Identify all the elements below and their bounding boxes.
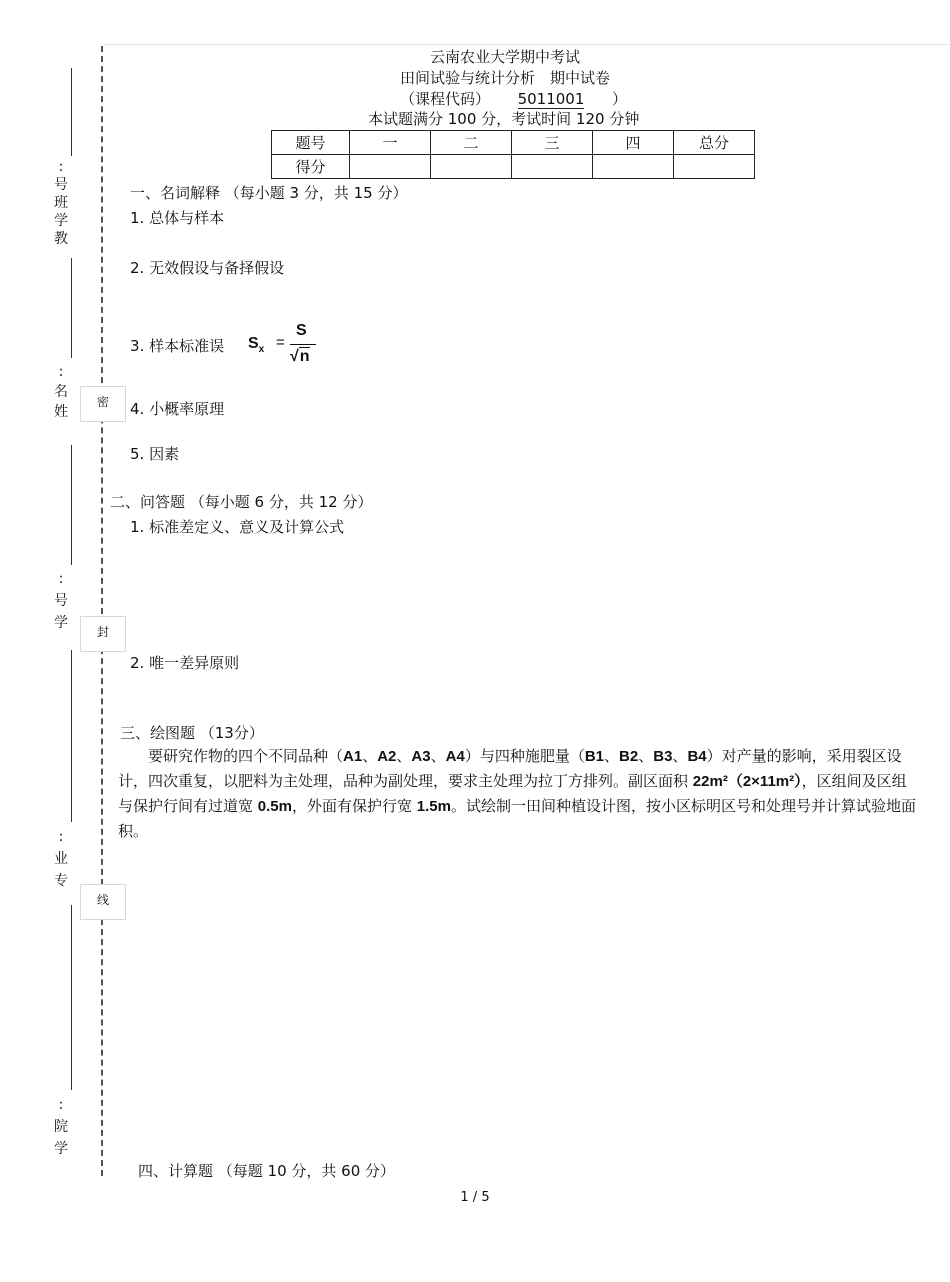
side-label-name: :名姓 xyxy=(54,364,68,420)
score-table-header: 四 xyxy=(593,131,674,155)
seal-xian: 线 xyxy=(80,884,126,920)
score-cell xyxy=(593,155,674,179)
score-table-header: 二 xyxy=(431,131,512,155)
side-label-major: :业专 xyxy=(54,829,68,889)
score-table xyxy=(271,130,755,179)
side-label-class: :号班学教 xyxy=(54,159,68,247)
formula-equals: = xyxy=(276,334,285,351)
formula-lhs: $S_x$ xyxy=(248,335,265,356)
score-cell xyxy=(431,155,512,179)
score-table-header: 一 xyxy=(350,131,431,155)
score-row-label: 得分 xyxy=(272,155,350,179)
course-code: 5011001 xyxy=(517,90,585,108)
score-table-header: 总分 xyxy=(674,131,755,155)
score-cell xyxy=(350,155,431,179)
seal-feng: 封 xyxy=(80,616,126,652)
section1-q2: 2. 无效假设与备择假设 xyxy=(130,259,285,277)
formula-denominator: √n xyxy=(290,348,310,365)
binding-line xyxy=(71,905,72,1090)
course-code-prefix: （课程代码） xyxy=(400,90,491,108)
course-code-line xyxy=(400,88,627,109)
section1-title: 一、名词解释 （每小题 3 分，共 15 分） xyxy=(130,184,408,202)
section4-title: 四、计算题 （每题 10 分，共 60 分） xyxy=(138,1162,396,1180)
binding-line xyxy=(71,258,72,358)
section2-q2: 2. 唯一差异原则 xyxy=(130,654,240,672)
seal-mi: 密 xyxy=(80,386,126,422)
side-label-college: :院学 xyxy=(54,1097,68,1157)
formula-numerator: S xyxy=(296,322,307,339)
section3-title: 三、绘图题 （13分） xyxy=(120,724,264,742)
section1-q5: 5. 因素 xyxy=(130,445,180,463)
section3-question: 要研究作物的四个不同品种（A1、A2、A3、A4）与四种施肥量（B1、B2、B3、B4）对产量的影响，采用裂区设计，四次重复，以肥料为主处理，品种为副处理，要求主处理为拉丁方排列。副区面积 22m²（2×11m²），区组间及区组与保护行间有过道宽 0.5m，外面有保护行宽 1.5m。试绘制一田间种植设计图，按小区标明区号和处理号并计算试验地面积。 xyxy=(118,747,917,840)
fraction-bar xyxy=(290,344,316,345)
side-label-student-id: :号学 xyxy=(54,571,68,631)
section2-q1: 1. 标准差定义、意义及计算公式 xyxy=(130,518,345,536)
section1-q4: 4. 小概率原理 xyxy=(130,400,225,418)
exam-info: 本试题满分 100 分，考试时间 120 分钟 xyxy=(368,110,640,128)
page-number: 1 / 5 xyxy=(460,1190,490,1205)
top-rule xyxy=(104,44,950,45)
course-code-suffix: ） xyxy=(611,90,627,108)
binding-line xyxy=(71,445,72,565)
score-table-header-row xyxy=(272,131,755,155)
score-table-score-row xyxy=(272,155,755,179)
exam-title: 云南农业大学期中考试 xyxy=(429,48,580,66)
score-table-header: 三 xyxy=(512,131,593,155)
score-cell xyxy=(674,155,755,179)
section1-q3: 3. 样本标准误 xyxy=(130,337,225,355)
exam-subtitle: 田间试验与统计分析 期中试卷 xyxy=(399,69,610,87)
score-table-header: 题号 xyxy=(272,131,350,155)
score-cell xyxy=(512,155,593,179)
binding-line xyxy=(71,68,72,156)
binding-line xyxy=(71,650,72,822)
section1-q1: 1. 总体与样本 xyxy=(130,209,225,227)
section2-title: 二、问答题 （每小题 6 分，共 12 分） xyxy=(110,493,373,511)
binding-dashed-line xyxy=(101,46,103,1176)
